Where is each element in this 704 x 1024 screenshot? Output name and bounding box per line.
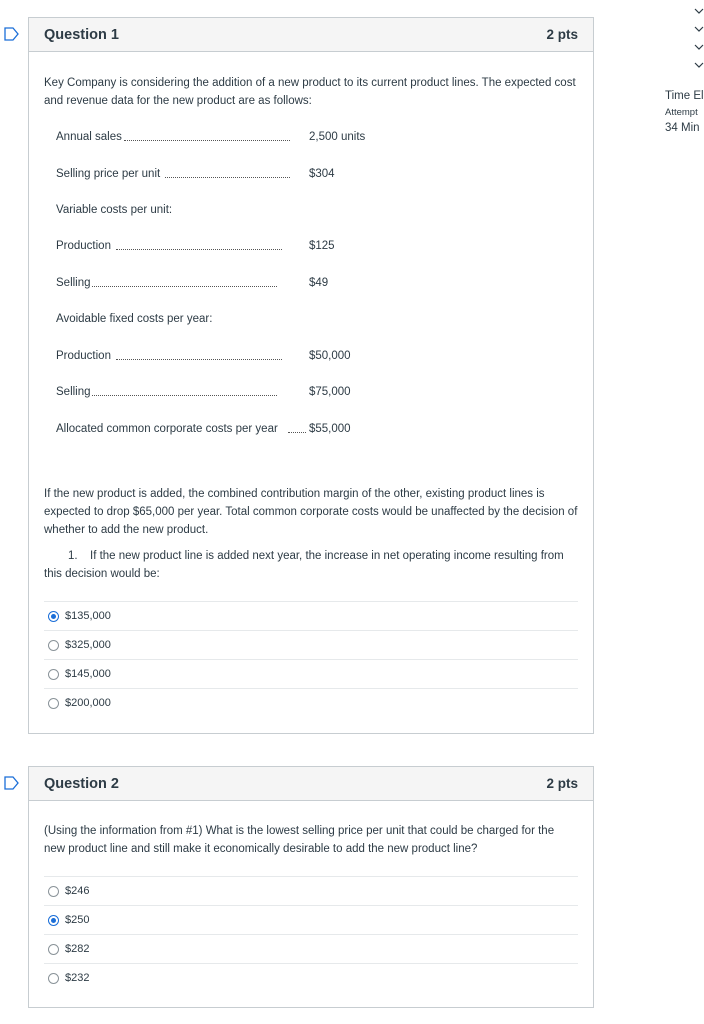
dot-leader: [288, 432, 306, 433]
radio-unselected[interactable]: [48, 973, 59, 984]
answer-option[interactable]: [44, 876, 578, 905]
flag-question-1-icon[interactable]: [4, 27, 20, 41]
answer-label: $200,000: [65, 697, 111, 709]
answer-list: [44, 876, 578, 992]
row-label: Selling: [56, 277, 91, 289]
question-text: [44, 547, 578, 583]
answer-label: $135,000: [65, 610, 111, 622]
row-label: Production: [56, 350, 111, 362]
dot-leader: [92, 286, 277, 287]
row-value: $50,000: [309, 350, 351, 362]
radio-unselected[interactable]: [48, 669, 59, 680]
question-prompt: (Using the information from #1) What is the lowest selling price per unit that could be charged for the new product line and still make it economically desirable to add the new product line?: [44, 825, 555, 855]
dot-leader: [116, 249, 282, 250]
chevron-down-icon[interactable]: [694, 39, 704, 49]
answer-option[interactable]: [44, 659, 578, 688]
question-1: [28, 17, 594, 734]
radio-unselected[interactable]: [48, 640, 59, 651]
row-label: Production: [56, 240, 111, 252]
row-label: Avoidable fixed costs per year:: [56, 313, 213, 325]
answer-label: $325,000: [65, 639, 111, 651]
chevron-down-icon[interactable]: [694, 3, 704, 13]
flag-question-2-icon[interactable]: [4, 776, 20, 790]
radio-unselected[interactable]: [48, 698, 59, 709]
row-value: $304: [309, 168, 335, 180]
cost-data-table: [44, 128, 578, 448]
answer-option[interactable]: [44, 963, 578, 992]
question-title: Question 1: [44, 26, 119, 43]
answer-option[interactable]: [44, 688, 578, 717]
question-intro: Key Company is considering the addition of a new product to its current product lines. The expected cost and revenue data for the new product are as follows:: [44, 77, 576, 107]
row-label: Variable costs per unit:: [56, 204, 173, 216]
radio-selected[interactable]: [48, 611, 59, 622]
dot-leader: [124, 140, 290, 141]
row-label: Selling: [56, 386, 91, 398]
dot-leader: [116, 359, 282, 360]
row-label: Annual sales: [56, 131, 122, 143]
radio-selected[interactable]: [48, 915, 59, 926]
answer-option[interactable]: [44, 905, 578, 934]
minutes-label: 34 Min: [665, 122, 700, 134]
question-1-header: [29, 18, 593, 52]
answer-list: [44, 601, 578, 717]
question-points: 2 pts: [546, 27, 578, 42]
question-title: Question 2: [44, 775, 119, 792]
question-paragraph: If the new product is added, the combined contribution margin of the other, existing product lines is expected to drop $65,000 per year. Total common corporate costs would be unaffected by the decision of whether to add the new product.: [44, 488, 578, 536]
question-number: 1.: [68, 550, 78, 562]
row-label: Allocated common corporate costs per year: [56, 423, 278, 435]
answer-label: $250: [65, 914, 90, 926]
question-prompt: If the new product line is added next year, the increase in net operating income resulting from this decision would be:: [44, 550, 564, 580]
answer-label: $246: [65, 885, 90, 897]
dot-leader: [165, 177, 290, 178]
answer-label: $145,000: [65, 668, 111, 680]
row-label: Selling price per unit: [56, 168, 161, 180]
answer-label: $282: [65, 943, 90, 955]
chevron-down-icon[interactable]: [694, 57, 704, 67]
row-value: 2,500 units: [309, 131, 366, 143]
dot-leader: [92, 395, 277, 396]
radio-unselected[interactable]: [48, 944, 59, 955]
row-value: $55,000: [309, 423, 351, 435]
question-2-header: [29, 767, 593, 801]
question-2: [28, 766, 594, 1008]
answer-option[interactable]: [44, 630, 578, 659]
row-value: $125: [309, 240, 335, 252]
answer-option[interactable]: [44, 934, 578, 963]
chevron-down-icon[interactable]: [694, 21, 704, 31]
row-value: $75,000: [309, 386, 351, 398]
attempt-label: Attempt: [665, 107, 698, 118]
radio-unselected[interactable]: [48, 886, 59, 897]
answer-label: $232: [65, 972, 90, 984]
row-value: $49: [309, 277, 329, 289]
question-points: 2 pts: [546, 776, 578, 791]
answer-option[interactable]: [44, 601, 578, 630]
time-elapsed-label: Time El: [665, 90, 704, 102]
